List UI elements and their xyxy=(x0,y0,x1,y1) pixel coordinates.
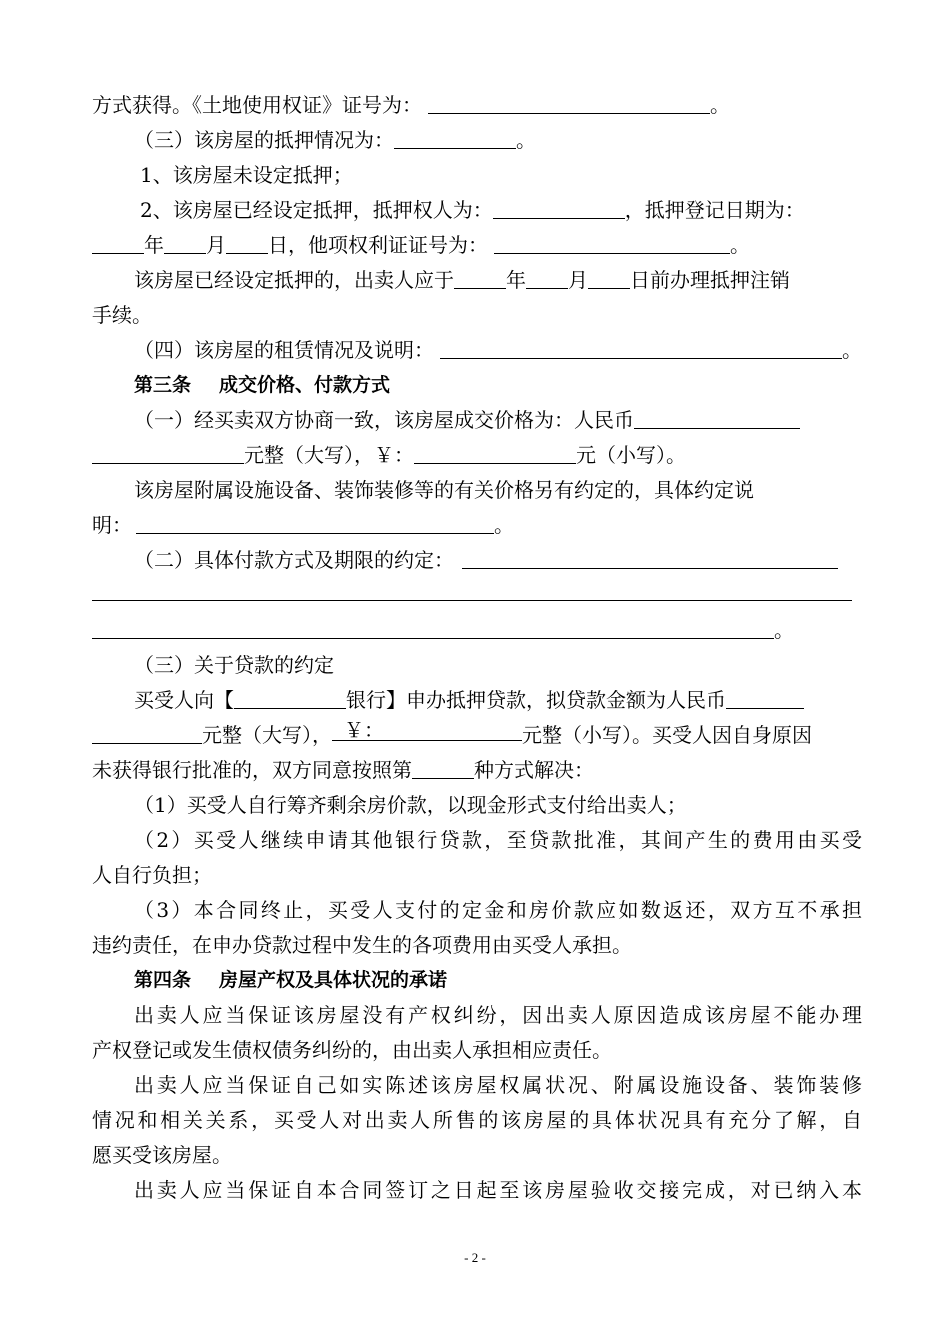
text: 元整（大写），￥： xyxy=(244,443,414,467)
payment-method-blank[interactable] xyxy=(462,548,838,569)
text: （一）经买卖双方协商一致，该房屋成交价格为：人民币 xyxy=(134,408,634,432)
text: ，抵押登记日期为： xyxy=(624,198,805,222)
payment-method-blank-3[interactable] xyxy=(92,618,774,639)
text: 。 xyxy=(494,513,514,537)
article-title: 房屋产权及具体状况的承诺 xyxy=(219,969,448,991)
text: 。 xyxy=(710,93,730,117)
text: 买受人向【 xyxy=(134,688,234,712)
loan-option-line xyxy=(92,753,862,788)
price-rmb-blank[interactable] xyxy=(634,408,800,429)
text: 手续。 xyxy=(92,303,152,327)
para-2 xyxy=(92,1068,862,1103)
price-capital-blank[interactable] xyxy=(92,443,244,464)
mortgage-cancel-line xyxy=(92,263,862,298)
payment-method-line xyxy=(92,543,862,578)
option-2-cont xyxy=(92,858,862,893)
year-blank[interactable] xyxy=(92,233,144,254)
text: 出卖人应当保证自本合同签订之日起至该房屋验收交接完成，对已纳入本 xyxy=(134,1178,862,1202)
text: 日，他项权利证证号为： xyxy=(268,233,488,257)
text: （2）买受人继续申请其他银行贷款，至贷款批准，其间产生的费用由买受 xyxy=(134,828,862,852)
text: 年 xyxy=(506,268,526,292)
loan-numeric-blank[interactable] xyxy=(332,720,522,741)
mortgage-status-line xyxy=(92,123,862,158)
text: 元整（大写）， xyxy=(202,723,332,747)
text: （二）具体付款方式及期限的约定： xyxy=(134,548,454,572)
text: 明： xyxy=(92,513,132,537)
contract-page xyxy=(92,88,862,1208)
text: （四）该房屋的租赁情况及说明： xyxy=(134,338,434,362)
loan-amount-line xyxy=(92,718,862,753)
article-4-heading xyxy=(92,963,862,998)
text: 。 xyxy=(730,233,750,257)
month-blank[interactable] xyxy=(164,233,206,254)
article-title: 成交价格、付款方式 xyxy=(219,374,391,396)
article-number: 第四条 xyxy=(134,969,192,991)
land-cert-line xyxy=(92,88,862,123)
cancel-day-blank[interactable] xyxy=(588,268,630,289)
facilities-explain-blank[interactable] xyxy=(136,513,494,534)
text: 银行】申办抵押贷款，拟贷款金额为人民币 xyxy=(346,688,726,712)
payment-method-line-2 xyxy=(92,578,862,613)
option-2 xyxy=(92,823,862,858)
text: 愿买受该房屋。 xyxy=(92,1143,232,1167)
lease-line xyxy=(92,333,862,368)
mortgage-date-line xyxy=(92,228,862,263)
text: 。 xyxy=(842,338,862,362)
text: 该房屋已经设定抵押的，出卖人应于 xyxy=(134,268,454,292)
text: 出卖人应当保证该房屋没有产权纠纷，因出卖人原因造成该房屋不能办理 xyxy=(134,1003,862,1027)
text: 情况和相关关系，买受人对出卖人所售的该房屋的具体状况具有充分了解，自 xyxy=(92,1108,862,1132)
text: 产权登记或发生债权债务纠纷的，由出卖人承担相应责任。 xyxy=(92,1038,612,1062)
text: 月 xyxy=(568,268,588,292)
other-rights-cert-blank[interactable] xyxy=(494,233,730,254)
mortgage-set-line xyxy=(92,193,862,228)
text: 2、该房屋已经设定抵押，抵押权人为： xyxy=(140,198,493,222)
text: 日前办理抵押注销 xyxy=(630,268,790,292)
lease-info-blank[interactable] xyxy=(440,338,842,359)
text: 种方式解决： xyxy=(474,758,594,782)
text: 违约责任，在申办贷款过程中发生的各项费用由买受人承担。 xyxy=(92,933,632,957)
article-number: 第三条 xyxy=(134,374,192,396)
bank-name-blank[interactable] xyxy=(234,688,346,709)
text: ￥： xyxy=(344,718,384,742)
procedures-line xyxy=(92,298,862,333)
option-number-blank[interactable] xyxy=(412,758,474,779)
para-1 xyxy=(92,998,862,1033)
loan-bank-line xyxy=(92,683,862,718)
page-number: - 2 - xyxy=(464,1250,486,1265)
mortgagee-blank[interactable] xyxy=(493,198,625,219)
text: （三）关于贷款的约定 xyxy=(134,653,334,677)
option-1 xyxy=(92,788,862,823)
facilities-explain-line xyxy=(92,508,862,543)
para-3 xyxy=(92,1173,862,1208)
price-amount-line xyxy=(92,438,862,473)
payment-method-line-3 xyxy=(92,613,862,648)
text: （1）买受人自行筹齐剩余房价款，以现金形式支付给出卖人； xyxy=(134,793,687,817)
land-cert-number-blank[interactable] xyxy=(428,93,710,114)
mortgage-status-blank[interactable] xyxy=(394,128,516,149)
text: 出卖人应当保证自己如实陈述该房屋权属状况、附属设施设备、装饰装修 xyxy=(134,1073,862,1097)
para-1-cont xyxy=(92,1033,862,1068)
text: 1、该房屋未设定抵押； xyxy=(140,163,353,187)
text: 未获得银行批准的，双方同意按照第 xyxy=(92,758,412,782)
text: 月 xyxy=(206,233,226,257)
text: 元整（小写）。买受人因自身原因 xyxy=(522,723,812,747)
loan-heading xyxy=(92,648,862,683)
cancel-year-blank[interactable] xyxy=(454,268,506,289)
facilities-price-line xyxy=(92,473,862,508)
price-line xyxy=(92,403,862,438)
para-2-end xyxy=(92,1138,862,1173)
text: （3）本合同终止，买受人支付的定金和房价款应如数返还，双方互不承担 xyxy=(134,898,862,922)
text: 人自行负担； xyxy=(92,863,212,887)
loan-capital-blank[interactable] xyxy=(92,723,202,744)
day-blank[interactable] xyxy=(226,233,268,254)
article-3-heading xyxy=(92,368,862,403)
price-numeric-blank[interactable] xyxy=(414,443,576,464)
text: 方式获得。《土地使用权证》证号为： xyxy=(92,93,422,117)
para-2-cont xyxy=(92,1103,862,1138)
text: 该房屋附属设施设备、装饰装修等的有关价格另有约定的，具体约定说 xyxy=(134,478,754,502)
option-3 xyxy=(92,893,862,928)
text: 。 xyxy=(516,128,536,152)
text: 年 xyxy=(144,233,164,257)
text: 元（小写）。 xyxy=(576,443,686,467)
option-3-cont xyxy=(92,928,862,963)
no-mortgage-line xyxy=(92,158,862,193)
loan-rmb-blank[interactable] xyxy=(726,688,804,709)
text: 。 xyxy=(774,618,794,642)
text: （三）该房屋的抵押情况为： xyxy=(134,128,394,152)
payment-method-blank-2[interactable] xyxy=(92,578,852,601)
cancel-month-blank[interactable] xyxy=(526,268,568,289)
